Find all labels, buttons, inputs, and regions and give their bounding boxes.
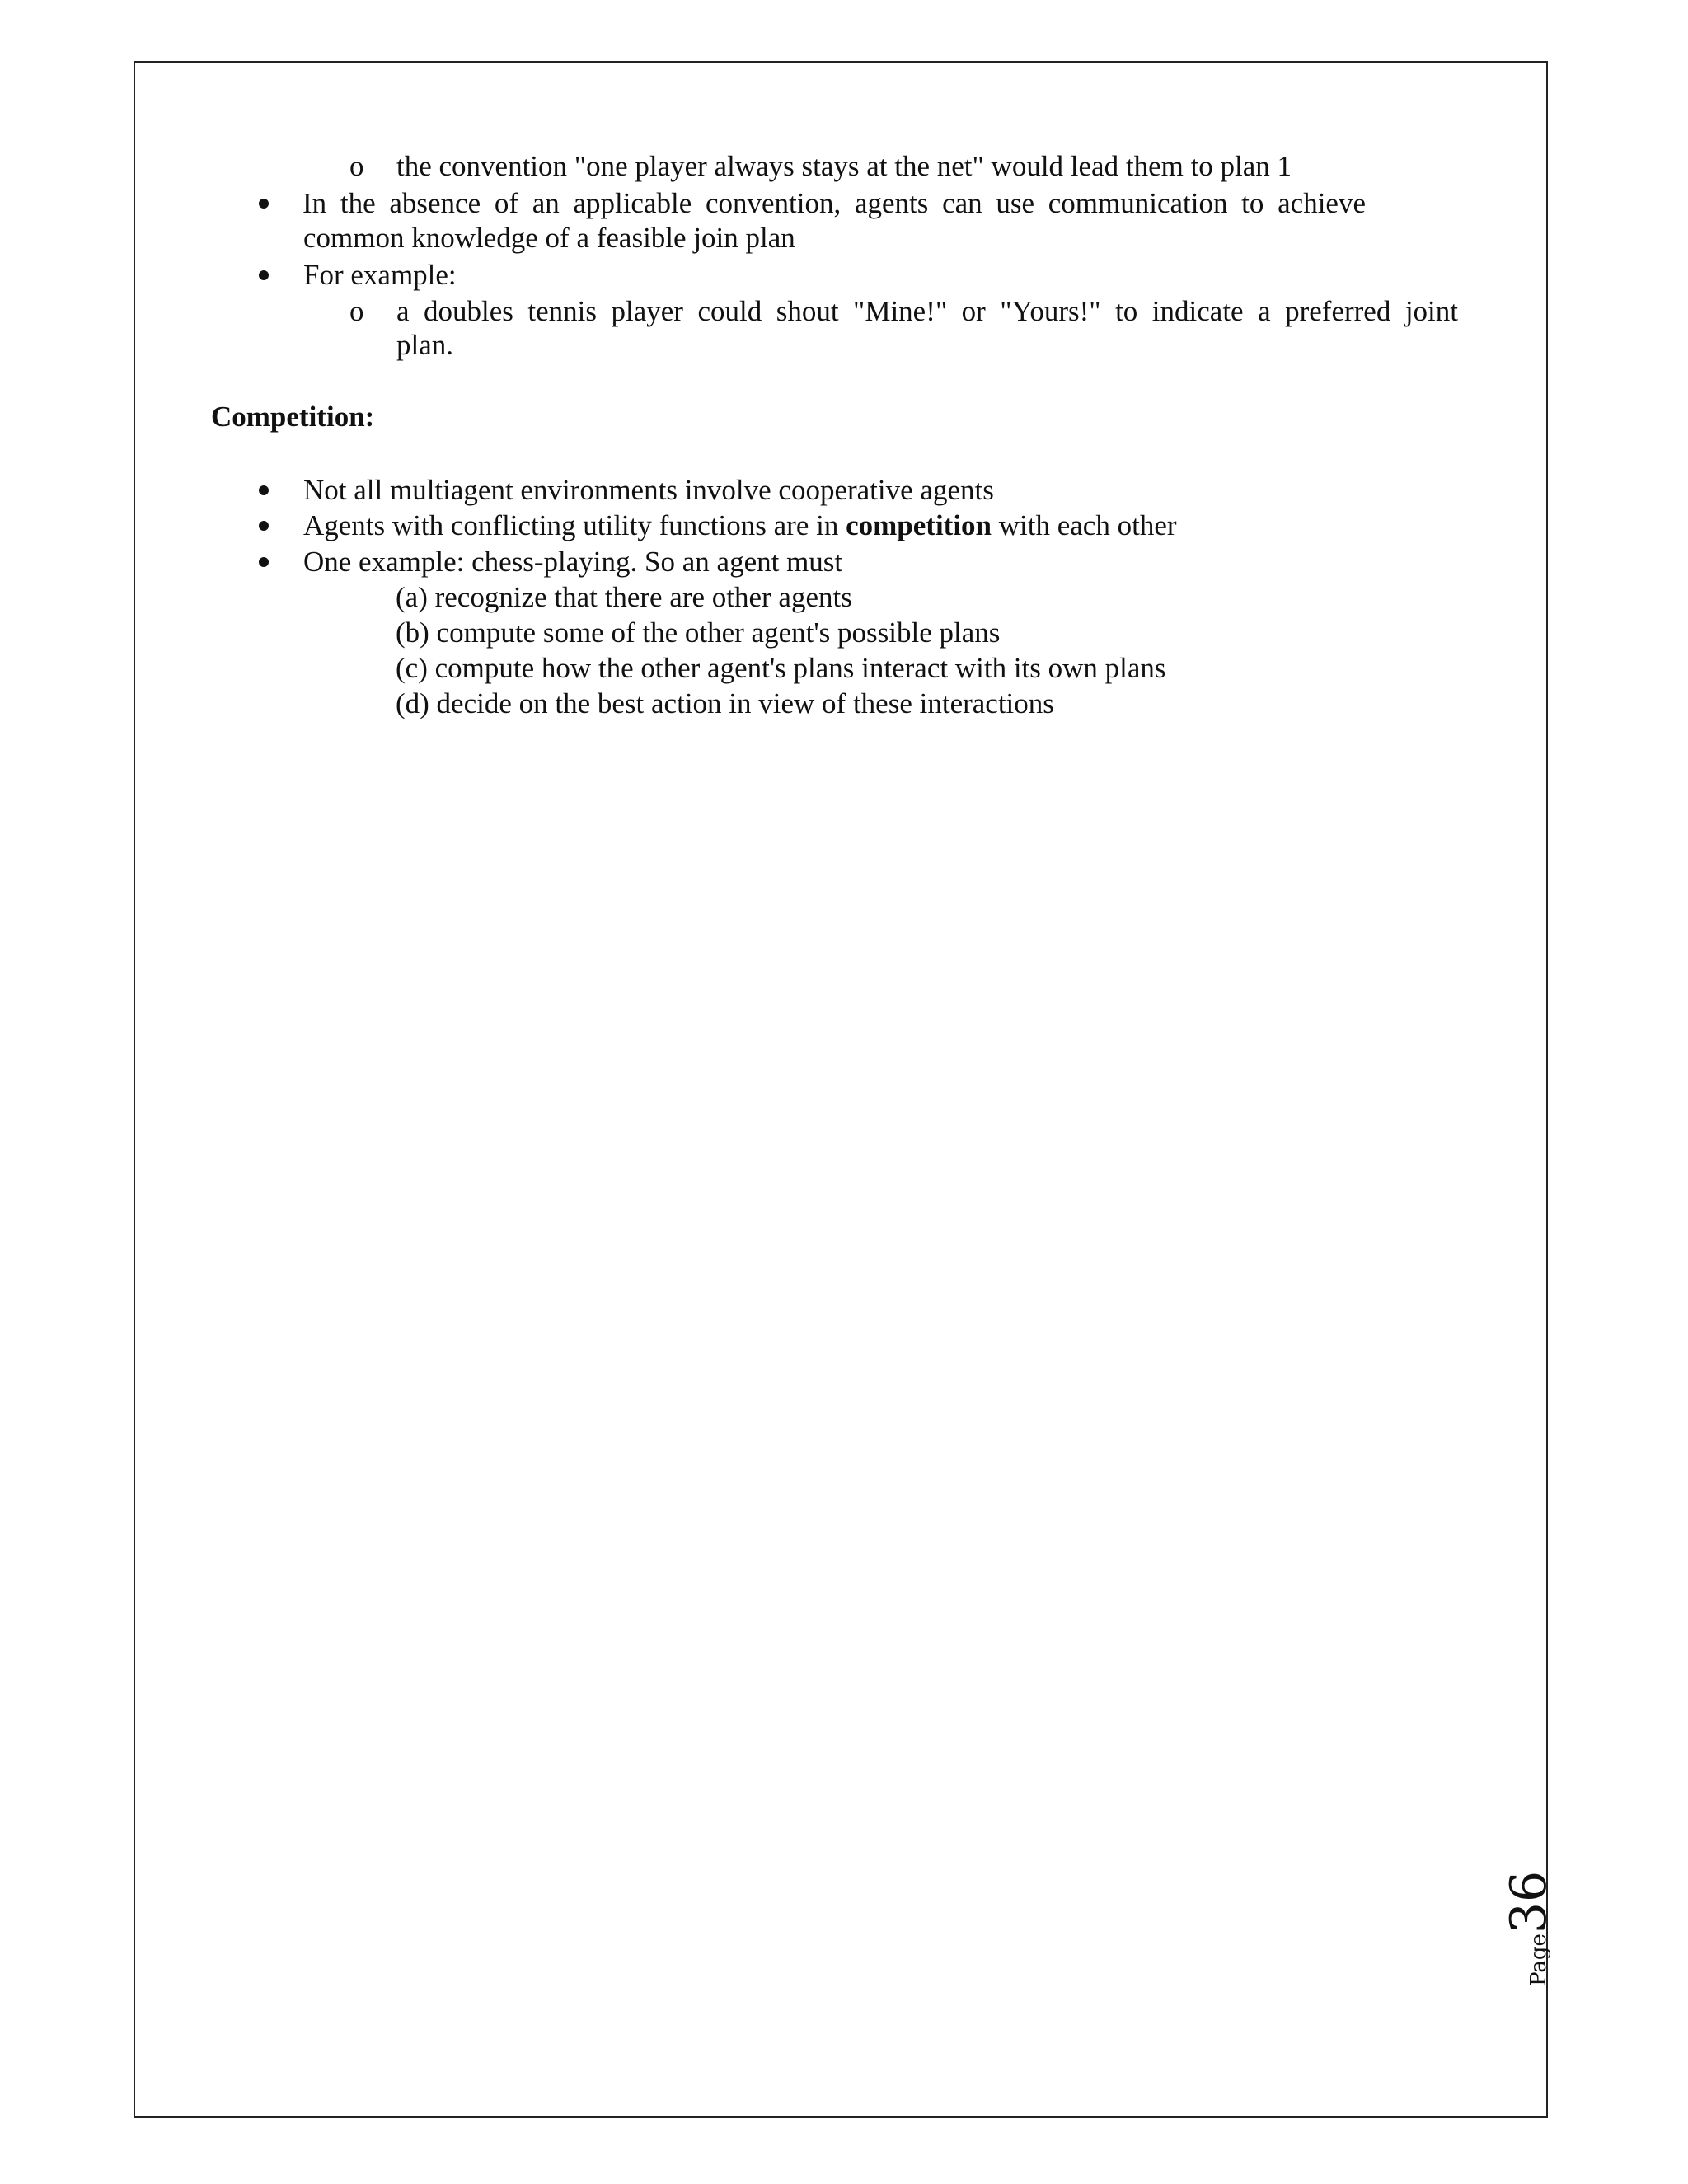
bullet-icon	[259, 199, 269, 209]
bullet-for-example: For example:	[303, 259, 457, 291]
bullet-chess-example: One example: chess-playing. So an agent must	[303, 546, 843, 578]
bullet-icon	[259, 557, 269, 567]
bullet-icon	[259, 521, 269, 531]
page-number-rotated	[1500, 1871, 1558, 1986]
step-a: (a) recognize that there are other agents	[396, 581, 852, 613]
bullet-conflicting-utility	[303, 509, 1177, 543]
page-number-value: 36	[1500, 1870, 1558, 1934]
page-number	[1475, 1854, 1566, 1986]
bullet-absence-line2: common knowledge of a feasible join plan	[303, 222, 795, 254]
step-d: (d) decide on the best action in view of these interactions	[396, 687, 1054, 719]
step-c: (c) compute how the other agent's plans interact with its own plans	[396, 652, 1166, 684]
bullet-icon	[259, 270, 269, 280]
sub-bullet-marker: o	[349, 150, 364, 182]
bullet-conflicting-text-end: with each other	[992, 509, 1177, 541]
sub-item-tennis-line2: plan.	[396, 329, 454, 361]
sub-bullet-marker: o	[349, 295, 364, 327]
page-border	[134, 61, 1548, 2118]
sub-item-tennis-line1: a doubles tennis player could shout "Mine!" or "Yours!" to indicate a preferred joint	[396, 295, 1458, 327]
term-competition: competition	[846, 509, 992, 541]
bullet-absence-line1: In the absence of an applicable convention, agents can use communication to achieve	[302, 187, 1366, 219]
page-label: Page	[1526, 1933, 1551, 1986]
bullet-not-all-cooperative: Not all multiagent environments involve cooperative agents	[303, 474, 994, 506]
bullet-conflicting-text-start: Agents with conflicting utility functions are in	[303, 509, 846, 541]
step-b: (b) compute some of the other agent's possible plans	[396, 616, 1001, 649]
section-heading-competition: Competition:	[211, 401, 375, 433]
bullet-icon	[259, 485, 269, 495]
sub-item-convention: the convention "one player always stays at the net" would lead them to plan 1	[396, 150, 1292, 182]
